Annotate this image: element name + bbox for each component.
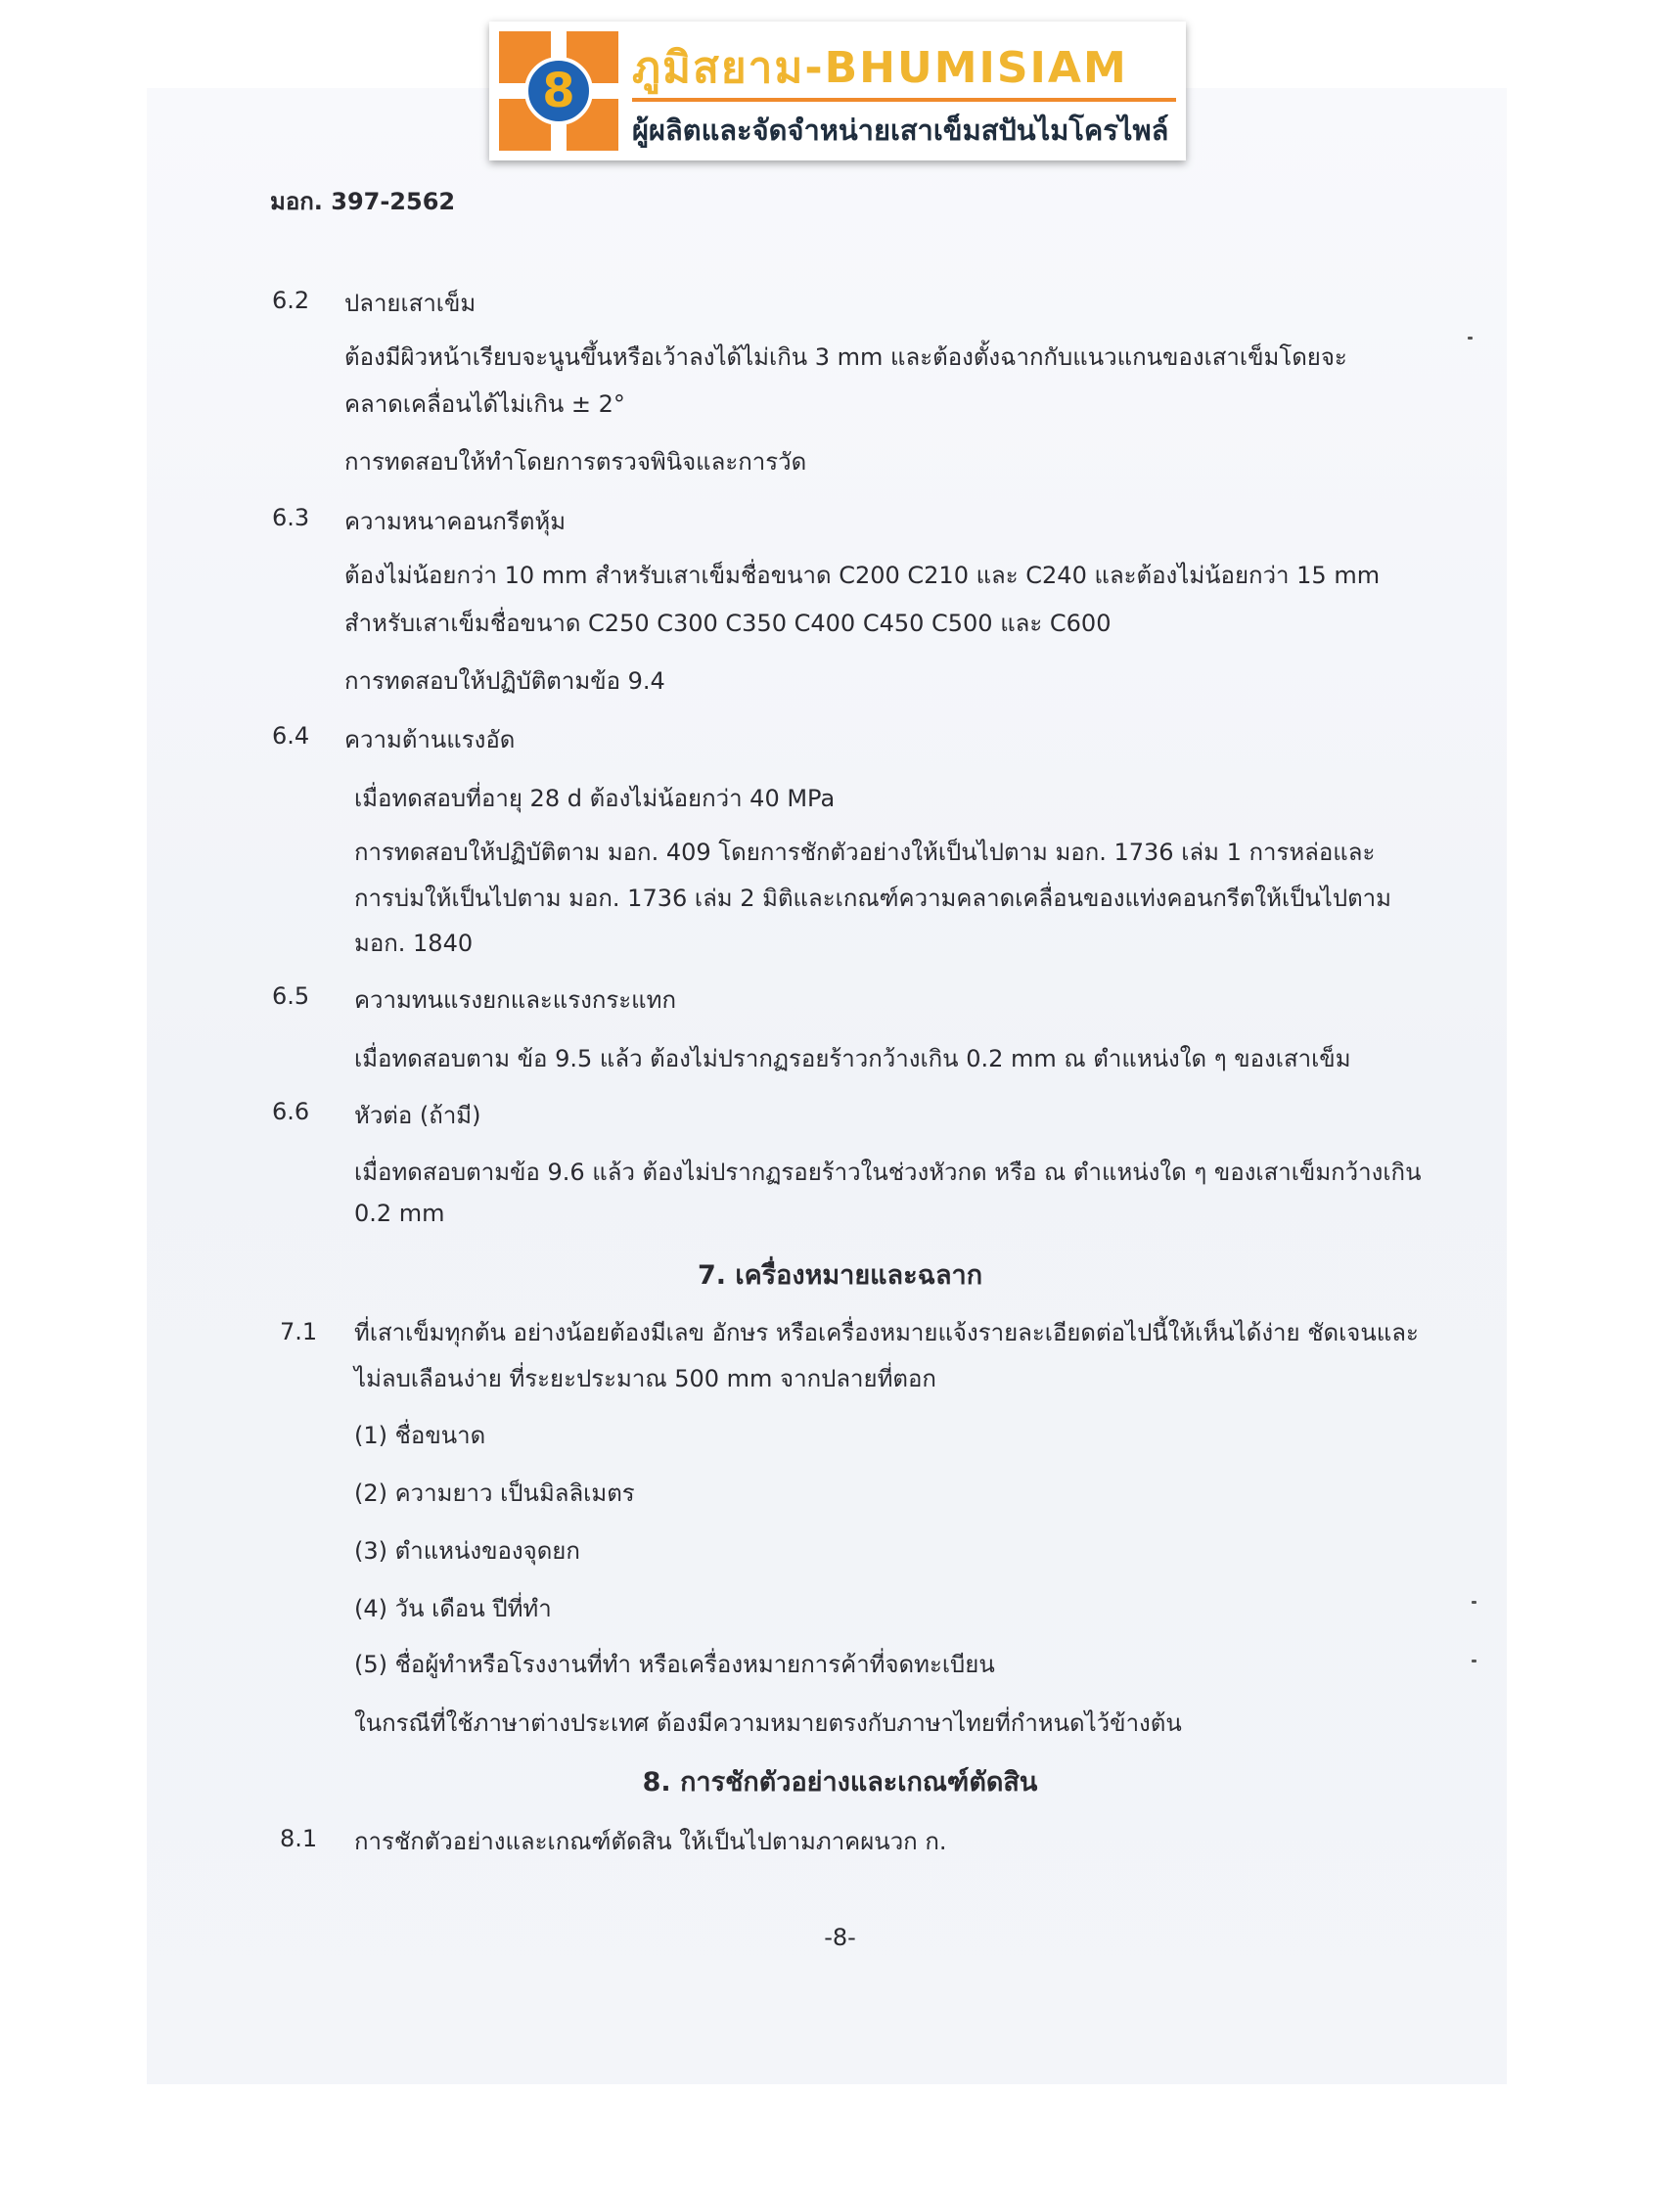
paragraph-line: ที่เสาเข็มทุกต้น อย่างน้อยต้องมีเลข อักษร หรือเครื่องหมายแจ้งรายละเอียดต่อไปนี้ให้เห็นได้ง่าย ชัดเจนและ <box>354 1319 1419 1346</box>
section-number: 6.4 <box>272 722 310 750</box>
section-number: 6.2 <box>272 287 310 314</box>
section-heading-8: 8. การชักตัวอย่างและเกณฑ์ตัดสิน <box>642 1767 1038 1798</box>
scan-speck <box>1472 1601 1476 1604</box>
logo-emblem-digit: 8 <box>542 64 575 118</box>
list-item: (3) ตำแหน่งของจุดยก <box>354 1537 580 1565</box>
company-logo-banner <box>489 22 1186 160</box>
paragraph-line: ในกรณีที่ใช้ภาษาต่างประเทศ ต้องมีความหมายตรงกับภาษาไทยที่กำหนดไว้ข้างต้น <box>354 1709 1182 1737</box>
paragraph-line: การชักตัวอย่างและเกณฑ์ตัดสิน ให้เป็นไปตามภาคผนวก ก. <box>354 1828 947 1855</box>
paragraph-line: เมื่อทดสอบตาม ข้อ 9.5 แล้ว ต้องไม่ปรากฏรอยร้าวกว้างเกิน 0.2 mm ณ ตำแหน่งใด ๆ ของเสาเข็ม <box>354 1045 1351 1072</box>
paragraph-line: การทดสอบให้ปฏิบัติตามข้อ 9.4 <box>344 667 665 695</box>
page-number: -8- <box>824 1924 856 1951</box>
paragraph-line: การทดสอบให้ทำโดยการตรวจพินิจและการวัด <box>344 448 807 476</box>
section-title: ความหนาคอนกรีตหุ้ม <box>344 508 567 535</box>
section-number: 6.3 <box>272 504 310 531</box>
paragraph-line: ต้องไม่น้อยกว่า 10 mm สำหรับเสาเข็มชื่อขนาด C200 C210 และ C240 และต้องไม่น้อยกว่า 15 mm <box>344 562 1381 589</box>
section-heading-7: 7. เครื่องหมายและฉลาก <box>697 1260 983 1291</box>
section-number: 7.1 <box>280 1318 318 1345</box>
list-item: (5) ชื่อผู้ทำหรือโรงงานที่ทำ หรือเครื่องหมายการค้าที่จดทะเบียน <box>354 1651 995 1678</box>
section-number: 8.1 <box>280 1825 318 1852</box>
paragraph-line: สำหรับเสาเข็มชื่อขนาด C250 C300 C350 C400 C450 C500 และ C600 <box>344 610 1112 637</box>
paragraph-line: ไม่ลบเลือนง่าย ที่ระยะประมาณ 500 mm จากปลายที่ตอก <box>354 1365 936 1392</box>
section-title: ปลายเสาเข็ม <box>344 290 477 317</box>
logo-emblem <box>499 31 618 151</box>
paragraph-line: การบ่มให้เป็นไปตาม มอก. 1736 เล่ม 2 มิติและเกณฑ์ความคลาดเคลื่อนของแท่งคอนกรีตให้เป็นไปตาม <box>354 885 1391 912</box>
logo-tagline: ผู้ผลิตและจัดจำหน่ายเสาเข็มสปันไมโครไพล์ <box>632 114 1169 147</box>
logo-brand-name: ภูมิสยาม-BHUMISIAM <box>632 43 1128 93</box>
section-title: ความทนแรงยกและแรงกระแทก <box>354 986 677 1014</box>
paragraph-line: เมื่อทดสอบที่อายุ 28 d ต้องไม่น้อยกว่า 40 MPa <box>354 785 836 812</box>
section-title: หัวต่อ (ถ้ามี) <box>354 1102 481 1129</box>
scan-speck <box>1468 337 1473 340</box>
logo-divider <box>632 98 1176 102</box>
section-number: 6.5 <box>272 982 310 1010</box>
list-item: (4) วัน เดือน ปีที่ทำ <box>354 1595 552 1622</box>
standard-code: มอก. 397-2562 <box>270 188 456 215</box>
paragraph-line: มอก. 1840 <box>354 930 474 957</box>
list-item: (2) ความยาว เป็นมิลลิเมตร <box>354 1479 635 1507</box>
paragraph-line: 0.2 mm <box>354 1200 445 1227</box>
section-number: 6.6 <box>272 1098 310 1125</box>
paragraph-line: ต้องมีผิวหน้าเรียบจะนูนขึ้นหรือเว้าลงได้ไม่เกิน 3 mm และต้องตั้งฉากกับแนวแกนของเสาเข็มโดยจะ <box>344 343 1347 371</box>
paragraph-line: เมื่อทดสอบตามข้อ 9.6 แล้ว ต้องไม่ปรากฏรอยร้าวในช่วงหัวกด หรือ ณ ตำแหน่งใด ๆ ของเสาเข็มกว้างเกิน <box>354 1159 1422 1186</box>
scan-speck <box>1472 1660 1476 1662</box>
paragraph-line: คลาดเคลื่อนได้ไม่เกิน ± 2° <box>344 390 625 418</box>
section-title: ความต้านแรงอัด <box>344 726 516 753</box>
list-item: (1) ชื่อขนาด <box>354 1422 486 1449</box>
paragraph-line: การทดสอบให้ปฏิบัติตาม มอก. 409 โดยการชักตัวอย่างให้เป็นไปตาม มอก. 1736 เล่ม 1 การหล่อและ <box>354 839 1376 866</box>
